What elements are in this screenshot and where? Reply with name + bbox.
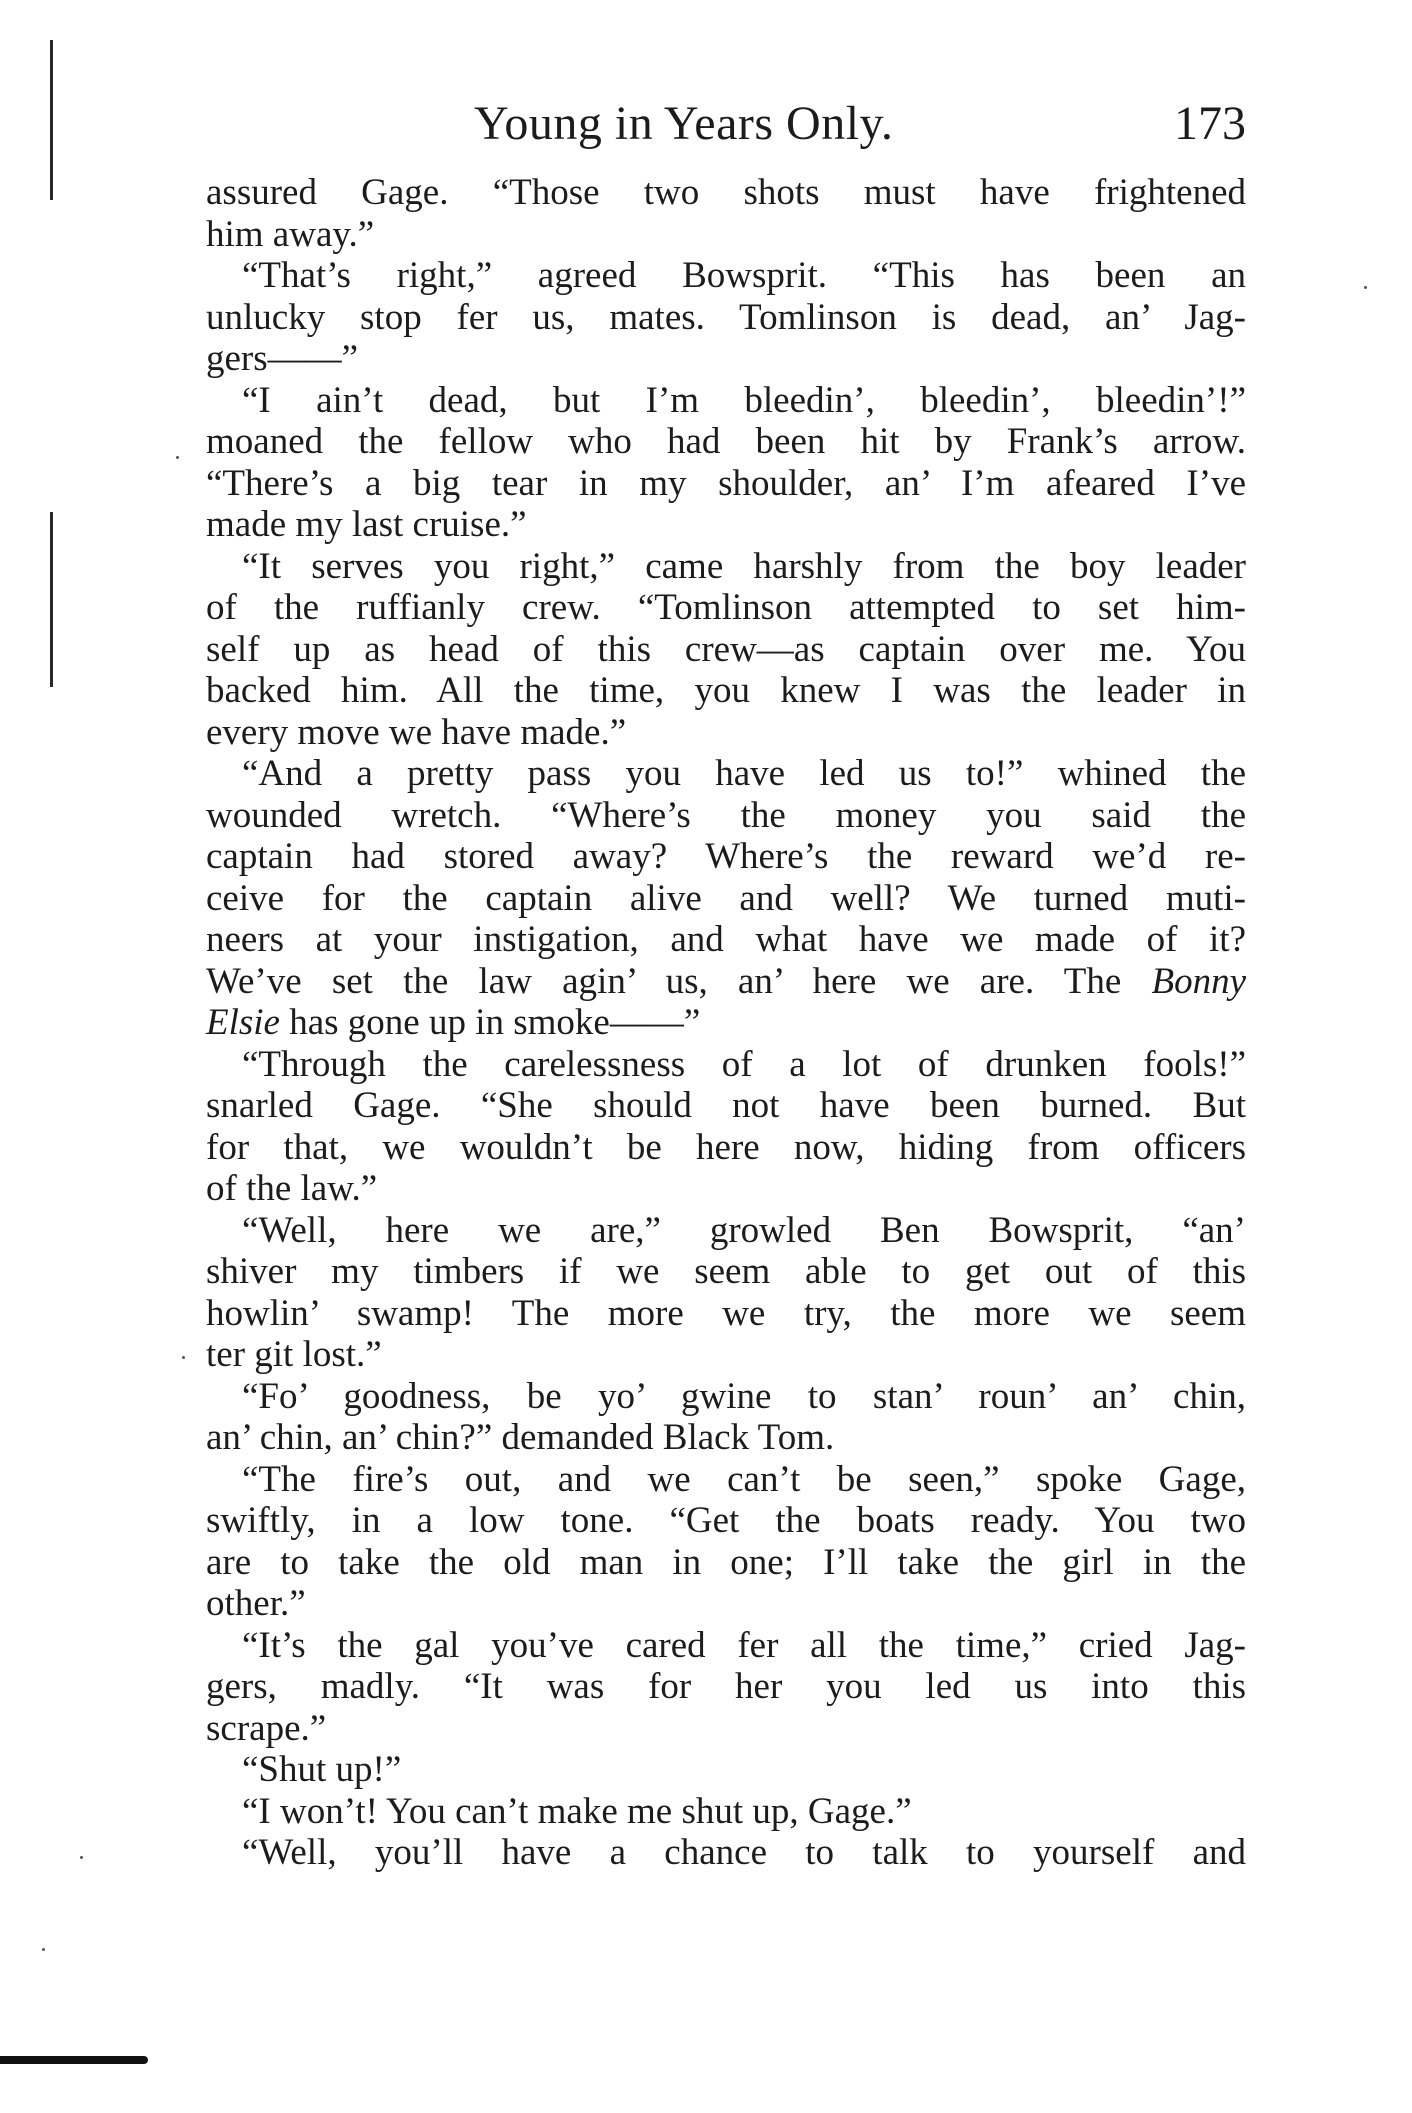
margin-speck xyxy=(80,1856,83,1859)
text-line xyxy=(206,753,1246,795)
line-text: an’ chin, an’ chin?” demanded Black Tom. xyxy=(206,1417,835,1458)
text-line xyxy=(206,380,1246,422)
text-line xyxy=(206,1376,1246,1418)
line-text: shiver my timbers if we seem able to get out of this xyxy=(206,1251,1246,1292)
line-text: “Well, here we are,” growled Ben Bowsprit, “an’ xyxy=(242,1209,1246,1251)
line-text: other.” xyxy=(206,1583,306,1624)
line-text: of the law.” xyxy=(206,1168,378,1209)
italic-text: Bonny xyxy=(1151,960,1247,1002)
margin-rule-middle xyxy=(50,512,53,687)
text-line xyxy=(206,297,1246,339)
text-line xyxy=(206,1002,1246,1044)
margin-speck xyxy=(176,456,179,459)
line-text: “And a pretty pass you have led us to!” whined the xyxy=(242,753,1246,794)
line-text: captain had stored away? Where’s the reward we’d re- xyxy=(206,836,1246,877)
text-line xyxy=(206,1168,1246,1210)
text-line xyxy=(206,255,1246,297)
text-line xyxy=(206,1293,1246,1335)
line-text: for that, we wouldn’t be here now, hiding from officers xyxy=(206,1126,1246,1168)
text-line xyxy=(206,712,1246,754)
line-text: wounded wretch. “Where’s the money you said the xyxy=(206,794,1246,836)
line-text: swiftly, in a low tone. “Get the boats ready. You two xyxy=(206,1500,1246,1541)
italic-text: Elsie xyxy=(206,1002,280,1043)
line-text: “Through the carelessness of a lot of drunken fools!” xyxy=(242,1043,1246,1085)
text-line xyxy=(206,1791,1246,1833)
line-text: “I won’t! You can’t make me shut up, Gage.” xyxy=(242,1790,912,1832)
text-line xyxy=(206,338,1246,380)
line-text: howlin’ swamp! The more we try, the more we seem xyxy=(206,1292,1246,1334)
line-text: unlucky stop fer us, mates. Tomlinson is dead, an’ Jag- xyxy=(206,296,1246,338)
line-text: ter git lost.” xyxy=(206,1334,382,1375)
text-line xyxy=(206,795,1246,837)
line-text: every move we have made.” xyxy=(206,711,627,753)
text-line xyxy=(206,878,1246,920)
text-line xyxy=(206,1500,1246,1542)
text-line xyxy=(206,1251,1246,1293)
text-line xyxy=(206,1210,1246,1252)
line-text: moaned the fellow who had been hit by Frank’s arrow. xyxy=(206,421,1246,462)
line-text: “Shut up!” xyxy=(242,1749,402,1790)
line-text: gers, madly. “It was for her you led us into this xyxy=(206,1666,1246,1707)
body-text xyxy=(206,172,1246,1874)
line-text: assured Gage. “Those two shots must have frightened xyxy=(206,172,1246,213)
text-line xyxy=(206,1832,1246,1874)
line-text: “There’s a big tear in my shoulder, an’ I’m afeared I’ve xyxy=(206,462,1246,504)
line-text: made my last cruise.” xyxy=(206,504,527,545)
line-text: gers——” xyxy=(206,338,359,379)
text-line xyxy=(206,1708,1246,1750)
line-text: backed him. All the time, you knew I was the leader in xyxy=(206,670,1246,711)
line-text: “The fire’s out, and we can’t be seen,” spoke Gage, xyxy=(242,1458,1246,1500)
text-line xyxy=(206,587,1246,629)
line-text: “It’s the gal you’ve cared fer all the time,” cried Jag- xyxy=(242,1624,1246,1666)
text-line xyxy=(206,1625,1246,1667)
line-text: ceive for the captain alive and well? We turned muti- xyxy=(206,877,1246,919)
text-line xyxy=(206,172,1246,214)
text-line xyxy=(206,836,1246,878)
text-line xyxy=(206,919,1246,961)
text-line xyxy=(206,1666,1246,1708)
line-text: are to take the old man in one; I’ll take the girl in the xyxy=(206,1541,1246,1583)
text-line xyxy=(206,546,1246,588)
text-line xyxy=(206,961,1246,1003)
line-text: has gone up in smoke——” xyxy=(289,1002,701,1043)
text-line xyxy=(206,1542,1246,1584)
text-line xyxy=(206,463,1246,505)
margin-speck xyxy=(182,1356,185,1359)
text-line xyxy=(206,1334,1246,1376)
margin-rule-top xyxy=(50,40,53,200)
margin-speck xyxy=(42,1948,45,1951)
running-header xyxy=(206,96,1246,156)
text-line xyxy=(206,1044,1246,1086)
line-text: “Fo’ goodness, be yo’ gwine to stan’ roun’ an’ chin, xyxy=(242,1375,1246,1417)
text-line xyxy=(206,214,1246,256)
text-line xyxy=(206,504,1246,546)
line-text: “I ain’t dead, but I’m bleedin’, bleedin’, bleedin’!” xyxy=(242,379,1246,421)
line-text: “That’s right,” agreed Bowsprit. “This has been an xyxy=(242,255,1246,296)
text-line xyxy=(206,670,1246,712)
text-line xyxy=(206,629,1246,671)
bottom-corner-rule xyxy=(0,2056,148,2064)
text-line xyxy=(206,1583,1246,1625)
text-line xyxy=(206,1085,1246,1127)
margin-speck xyxy=(1364,286,1367,289)
text-line xyxy=(206,421,1246,463)
line-text: neers at your instigation, and what have we made of it? xyxy=(206,919,1246,960)
line-text: “Well, you’ll have a chance to talk to yourself and xyxy=(242,1832,1246,1873)
line-text: scrape.” xyxy=(206,1707,327,1749)
text-line xyxy=(206,1127,1246,1169)
line-text: self up as head of this crew—as captain over me. You xyxy=(206,628,1246,670)
line-text: “It serves you right,” came harshly from the boy leader xyxy=(242,545,1246,587)
text-line xyxy=(206,1749,1246,1791)
line-text: We’ve set the law agin’ us, an’ here we are. The xyxy=(206,960,1122,1002)
text-line xyxy=(206,1459,1246,1501)
text-line xyxy=(206,1417,1246,1459)
running-title: Young in Years Only. xyxy=(474,97,894,150)
line-text: snarled Gage. “She should not have been burned. But xyxy=(206,1085,1246,1126)
page-number: 173 xyxy=(1174,97,1246,150)
line-text: of the ruffianly crew. “Tomlinson attempted to set him- xyxy=(206,587,1246,628)
line-text: him away.” xyxy=(206,213,375,255)
